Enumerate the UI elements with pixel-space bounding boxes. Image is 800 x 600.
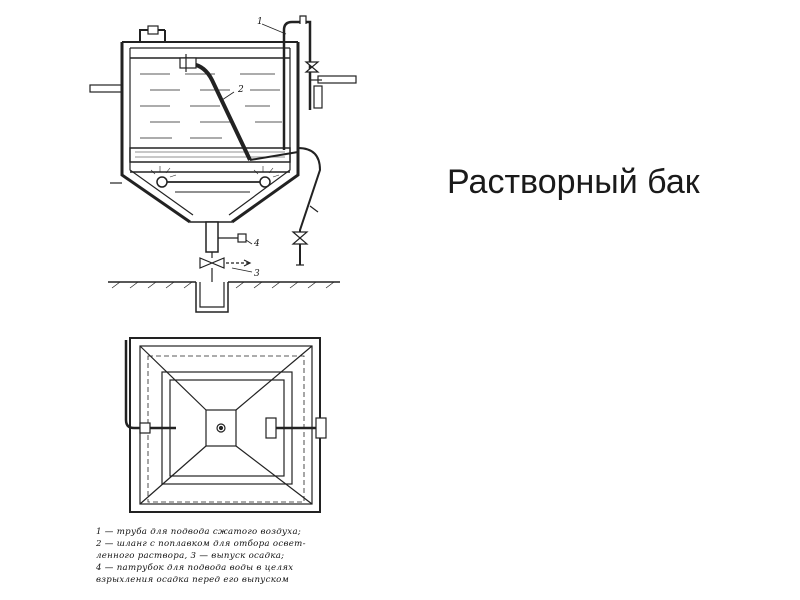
label-2: 2 <box>238 85 244 95</box>
label-3: 3 <box>254 269 260 279</box>
legend-caption <box>96 526 366 586</box>
slide-title: Растворный бак <box>447 163 700 201</box>
label-1: 1 <box>257 17 263 27</box>
legend-line: 2 — шланг с поплавком для отбора освет- <box>96 539 306 549</box>
legend-line: ленного раствора, 3 — выпуск осадка; <box>96 551 285 561</box>
legend-line: 1 — труба для подвода сжатого воздуха; <box>96 527 302 537</box>
label-4: 4 <box>254 239 260 249</box>
left-support-beam <box>90 85 122 92</box>
tank-section-view <box>90 16 356 312</box>
right-support-beam <box>318 76 356 83</box>
tank-plan-view <box>126 338 326 512</box>
legend-line: взрыхления осадка перед его выпуском <box>96 575 290 585</box>
legend-line: 4 — патрубок для подвода воды в целях <box>96 563 294 573</box>
